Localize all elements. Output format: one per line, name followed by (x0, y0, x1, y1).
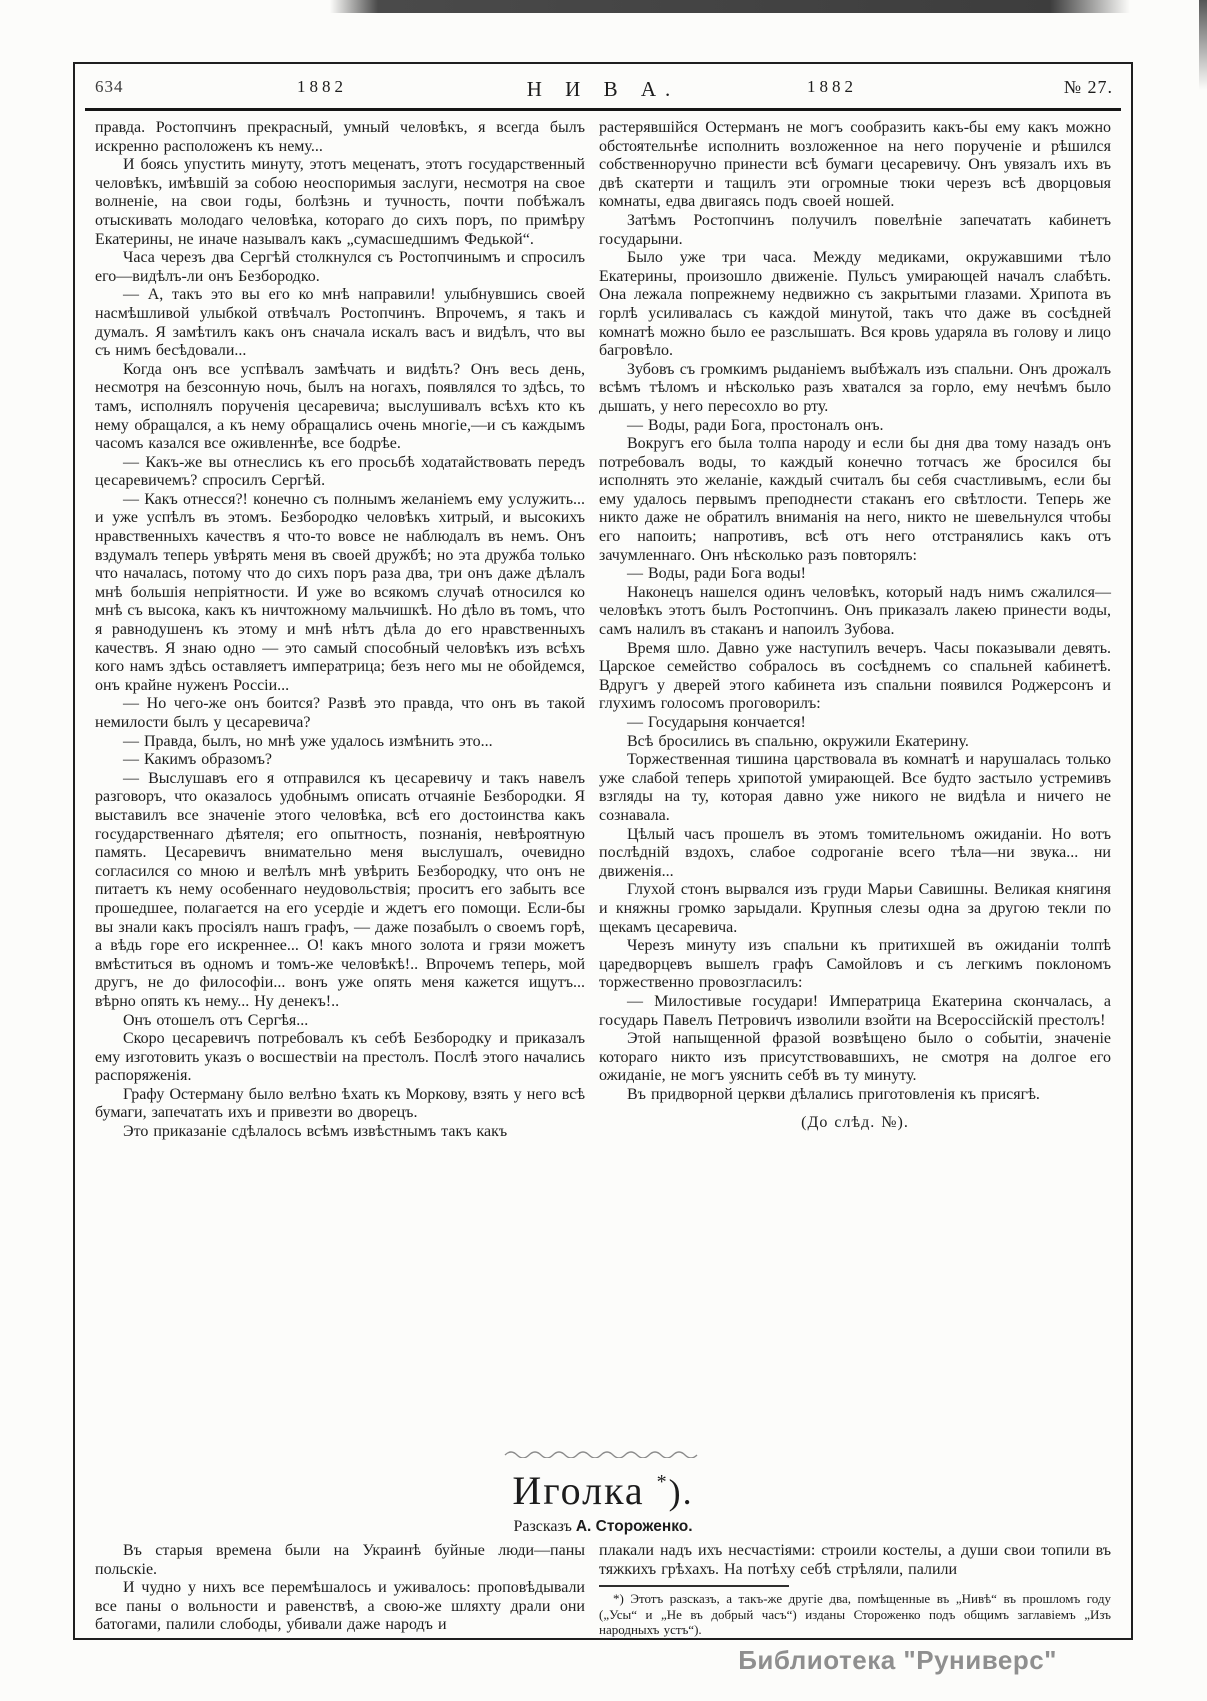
section-divider-squiggle (503, 1449, 703, 1458)
story-header (75, 1449, 1131, 1536)
byline-prefix: Разсказъ (513, 1518, 572, 1535)
paragraph: Вокругъ его была толпа народу и если бы дня два тому назадъ онъ потребовалъ воды, то каждый конечно тотчасъ же бросился бы исполнять это желаніе, каждый считалъ бы себя счастливымъ, если бы ему удалось первымъ преподнести стаканъ его свѣтлости. Теперь же никто даже не обратилъ вниманія на него, никто не шевельнулся чтобы его напоить; напротивъ, всѣ отъ него отстранялись какъ отъ зачумленнаго. Онъ нѣсколько разъ повторялъ: (599, 435, 1111, 564)
paragraph: Въ старыя времена были на Украинѣ буйные люди—паны польскіе. (95, 1542, 585, 1578)
article-right-column (599, 119, 1111, 1449)
story-left-column (95, 1542, 585, 1638)
scan-artifact-top (330, 0, 1130, 13)
story-right-column (599, 1542, 1111, 1638)
masthead-title: Н И В А. (526, 77, 680, 101)
scan-artifact-right (1199, 0, 1207, 90)
paragraph: правда. Ростопчинъ прекрасный, умный человѣкъ, я всегда былъ искренно расположенъ къ нему... (95, 119, 585, 155)
page-header (75, 64, 1131, 108)
article-left-column (95, 119, 585, 1449)
dialogue-paragraph: — Правда, былъ, но мнѣ уже удалось измѣнить это... (123, 732, 493, 750)
paragraph: Онъ отошелъ отъ Сергѣя... (123, 1011, 309, 1029)
paragraph: Часа черезъ два Сергѣй столкнулся съ Ростопчинымъ и спросилъ его—видѣлъ-ли онъ Безбородко. (95, 249, 585, 285)
dialogue-paragraph: — Государыня кончается! (627, 714, 806, 731)
header-year-right: 1882 (807, 77, 857, 96)
dialogue-paragraph: — Выслушавъ его я отправился къ цесаревичу и такъ навелъ разговоръ, что оказалось удобнымъ описать отчаяніе Безбородки. Я выставилъ все значеніе этого человѣка, всѣ его достоинства какъ государственнаго дѣятеля; его опытность, познанія, невѣроятную память. Цесаревичъ внимательно меня выслушалъ, очевидно согласился со мною и велѣлъ мнѣ увѣрить Безбородку, что онъ не питаетъ къ нему особеннаго неудовольствія; проситъ его забыть все прошедшее, полагается на его усердіе и ждетъ его помощи. Если-бы вы знали какъ просіялъ нашъ графъ, — даже позабылъ о своемъ горѣ, а вѣдь горе его искреннее... О! какъ много золота и грязи можетъ вмѣститься въ одномъ и томъ-же человѣкѣ!.. Впрочемъ теперь, мой другъ, не до философіи... вонъ уже опять меня кажется ищутъ... вѣрно опять къ нему... Ну денекъ!.. (95, 769, 585, 1010)
paragraph: Глухой стонъ вырвался изъ груди Марьи Савишны. Великая княгиня и княжны громко зарыдали. Крупныя слезы одна за другою текли по щекамъ цесаревича. (599, 881, 1111, 936)
paragraph: растерявшійся Остерманъ не могъ сообразить какъ-бы ему какъ можно обстоятельнѣе исполнить возложенное на него порученіе и рѣшился собственноручно принести всѣ бумаги цесаревичу. Онъ увязалъ ихъ въ двѣ скатерти и тащилъ эти огромные тюки черезъ всѣ дворцовыя комнаты, едва двигаясь подъ своей ношей. (599, 119, 1111, 211)
story-title (75, 1460, 1131, 1514)
dialogue-paragraph: — Воды, ради Бога, простоналъ онъ. (627, 416, 884, 434)
paragraph: Это приказаніе сдѣлалось всѣмъ извѣстнымъ такъ какъ (123, 1123, 508, 1141)
dialogue-paragraph: — Но чего-же онъ боится? Развѣ это правда, что онъ въ такой немилости былъ у цесаревича? (95, 695, 585, 731)
byline-author: А. Стороженко. (575, 1518, 693, 1535)
paragraph: Въ придворной церкви дѣлались приготовленія къ присягѣ. (627, 1085, 1040, 1103)
paragraph: Черезъ минуту изъ спальни къ притихшей въ ожиданіи толпѣ царедворцевъ вышелъ графъ Самойловъ и съ легкимъ поклономъ торжественно провозгласилъ: (599, 937, 1111, 992)
dialogue-paragraph: — А, такъ это вы его ко мнѣ направили! улыбнувшись своей насмѣшливой улыбкой отвѣчалъ Ростопчинъ. Впрочемъ, я такъ и думалъ. Я замѣтилъ какъ онъ сначала искалъ васъ и видѣлъ, что вы съ нимъ бесѣдовали... (95, 286, 585, 360)
story-title-text: Иголка (512, 1468, 645, 1513)
dialogue-paragraph: — Какъ-же вы отнеслись къ его просьбѣ ходатайствовать передъ цесаревичемъ? спросилъ Сергѣй. (95, 453, 585, 490)
paragraph: Затѣмъ Ростопчинъ получилъ повелѣніе запечатать кабинетъ государыни. (599, 211, 1111, 248)
paragraph: И боясь упустить минуту, этотъ меценатъ, этотъ государственный человѣкъ, имѣвшій за собою неоспоримыя заслуги, несмотря на свое волненіе, на свои годы, болѣзнь и тучность, почти побѣжалъ отыскивать молодаго человѣка, котораго до сихъ поръ, по примѣру Екатерины, не иначе называлъ какъ „сумасшедшимъ Федькой“. (95, 156, 585, 248)
header-rule (85, 108, 1121, 111)
paragraph: плакали надъ ихъ несчастіями: строили костелы, а души свои топили въ тяжкихъ грѣхахъ. На потѣху себѣ стрѣляли, палили (599, 1542, 1111, 1578)
paragraph: Графу Остерману было велѣно ѣхать къ Моркову, взять у него всѣ бумаги, запечатать ихъ и привезти во дворецъ. (95, 1085, 585, 1122)
article-columns (75, 119, 1131, 1449)
dialogue-paragraph: — Воды, ради Бога воды! (627, 565, 806, 583)
paragraph: Время шло. Давно уже наступилъ вечеръ. Часы показывали девять. Царское семейство собралось въ сосѣднемъ со спальней кабинетѣ. Вдругъ у дверей этого кабинета изъ спальни появился Роджерсонъ и глухимъ голосомъ проговорилъ: (599, 639, 1111, 713)
footnote-asterisk: * (656, 1471, 669, 1493)
story-byline (75, 1518, 1131, 1536)
paragraph: Было уже три часа. Между медиками, окружавшими тѣло Екатерины, произошло движеніе. Пульсъ умирающей началъ слабѣть. Она лежала попрежнему недвижно съ закрытыми глазами. Хрипота въ горлѣ усиливалась съ каждой минутой, такъ что даже въ сосѣдней комнатѣ можно было ее разслышать. Вся кровь ударяла въ голову и лицо багровѣло. (599, 249, 1111, 360)
paragraph: Торжественная тишина царствовала въ комнатѣ и нарушалась только уже слабой теперь хрипотой умирающей. Все будто застыло устремивъ взгляды на ту, которая давно уже никого не видѣла и ничего не сознавала. (599, 751, 1111, 824)
dialogue-paragraph: — Какъ отнесся?! конечно съ полнымъ желаніемъ ему услужить... и уже успѣлъ въ этомъ. Безбородко человѣкъ хитрый, и высокихъ нравственныхъ качествъ я что-то вовсе не наблюдалъ въ немъ. Онъ вздумалъ теперь увѣрять меня въ своей дружбѣ; но эта дружба только что началась, потому что до сихъ поръ раза два, три онъ даже дѣлалъ мнѣ большія непріятности. И уже во всякомъ случаѣ относился ко мнѣ съ высока, какъ къ ничтожному мальчишкѣ. Но дѣло въ томъ, что я равнодушенъ къ этому и мнѣ нѣтъ дѣла до его нравственныхъ качествъ. Я знаю одно — это самый способный человѣкъ изъ всѣхъ кого намъ здѣсь оставляетъ императрица; безъ него мы не обойдемся, онъ крайне нуженъ Россіи... (95, 490, 585, 694)
footnote-rule (599, 1585, 789, 1587)
paragraph: Зубовъ съ громкимъ рыданіемъ выбѣжалъ изъ спальни. Онъ дрожалъ всѣмъ тѣломъ и нѣсколько разъ хватался за горло, ему нечѣмъ было дышать, у него пересохло во рту. (599, 360, 1111, 415)
dialogue-paragraph: — Милостивые государи! Императрица Екатерина скончалась, а государь Павелъ Петровичъ изволили взойти на Всероссійскій престолъ! (599, 992, 1111, 1029)
paragraph: Когда онъ все успѣвалъ замѣчать и видѣть? Онъ весь день, несмотря на безсонную ночь, былъ на ногахъ, появлялся то здѣсь, то тамъ, исполнялъ порученія цесаревича; выслушивалъ всѣхъ кто къ нему обращался, а къ нему обращались очень многіе,—и съ каждымъ часомъ казался все оживленнѣе, все бодрѣе. (95, 360, 585, 453)
paragraph: Цѣлый часъ прошелъ въ этомъ томительномъ ожиданіи. Но вотъ послѣдній вздохъ, слабое содроганіе всего тѣла—ни звука... ни движенія... (599, 825, 1111, 880)
library-watermark: Библиотека "Руниверс" (738, 1645, 1057, 1675)
paragraph: Скоро цесаревичъ потребовалъ къ себѣ Безбородку и приказалъ ему изготовить указъ о восшествіи на престолъ. Послѣ этого начались распоряженія. (95, 1030, 585, 1085)
header-year-left: 1882 (297, 77, 347, 96)
dialogue-paragraph: — Какимъ образомъ? (123, 751, 272, 769)
paragraph: Этой напыщенной фразой возвѣщено было о событіи, значеніе котораго никто изъ присутствовавшихъ, не смотря на долгое его ожиданіе, не могъ уяснить себѣ въ ту минуту. (599, 1030, 1111, 1085)
paragraph: Наконецъ нашелся одинъ человѣкъ, который надъ нимъ сжалился—человѣкъ этотъ былъ Ростопчинъ. Онъ приказалъ лакею принести воды, самъ налилъ въ стаканъ и напоилъ Зубова. (599, 583, 1111, 639)
footnote-paren: ). (668, 1472, 694, 1512)
page-number: 634 (95, 77, 124, 96)
to-be-continued-note: (До слѣд. №). (801, 1114, 909, 1132)
footnote: *) Этотъ разсказъ, а такъ-же другіе два, помѣщенные въ „Нивѣ“ въ прошломъ году („Усы“ и „Не въ добрый часъ“) изданы Стороженко подъ общимъ заглавіемъ „Изъ народныхъ устъ“). (599, 1591, 1111, 1638)
paragraph: Всѣ бросились въ спальню, окружили Екатерину. (627, 732, 969, 750)
story-columns (75, 1542, 1131, 1638)
page-frame (73, 62, 1133, 1640)
issue-number: № 27. (1063, 77, 1113, 97)
paragraph: И чудно у нихъ все перемѣшалось и уживалось: проповѣдывали все паны о вольности и равенствѣ, а свою-же шляхту драли они батогами, палили слободы, убивали даже народъ и (95, 1579, 585, 1634)
